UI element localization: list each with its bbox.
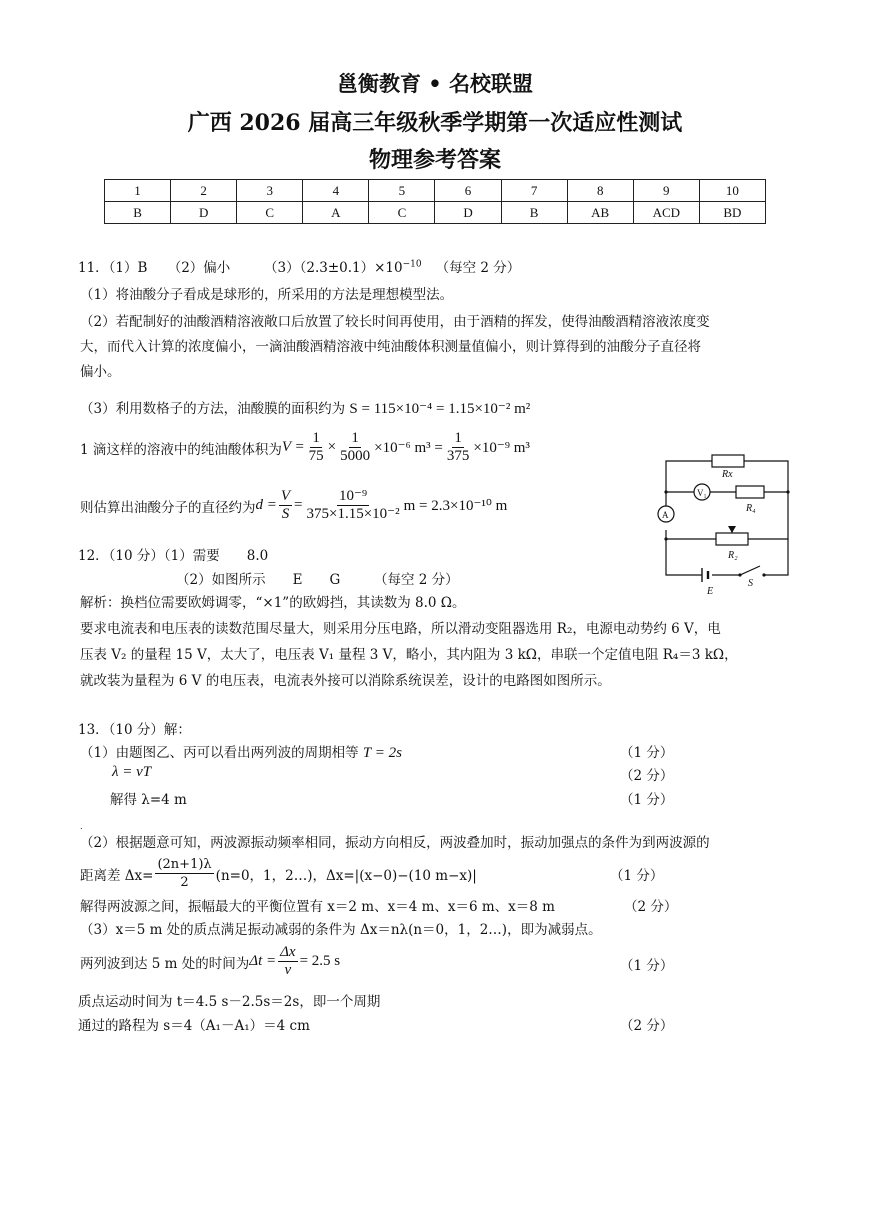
q13-part2-line3: 解得两波源之间，振幅最大的平衡位置有 x＝2 m、x＝4 m、x＝6 m、x＝8 m (80, 899, 555, 915)
fraction-diameter (305, 488, 402, 523)
stray-dot: . (80, 822, 83, 831)
q13-wavelength-result: 解得 λ=4 m (110, 792, 187, 808)
q12-analysis-line2: 要求电流表和电压表的读数范围尽量大，则采用分压电路，所以滑动变阻器选用 R₂，电源电动势约 6 V，电 (80, 621, 721, 637)
rheostat-r2 (716, 533, 748, 545)
q11-part3-text: （3）利用数格子的方法，油酸膜的面积约为 (80, 401, 346, 417)
answer-cell: C (369, 202, 435, 224)
answer-cell: BD (699, 202, 765, 224)
denominator: 375 (446, 448, 470, 464)
denominator: 5000 (340, 448, 371, 464)
resistor-r4 (736, 486, 764, 498)
question-number: 5 (369, 180, 435, 202)
question-number: 3 (237, 180, 303, 202)
q11-volume-symbol: V = (281, 439, 305, 455)
answer-cell: D (171, 202, 237, 224)
question-number: 8 (567, 180, 633, 202)
q11-volume-line: 1 滴这样的溶液中的纯油酸体积为 V = $\frac{1}{75}$ × $\frac{1}{5000}$ ×10⁻⁶ m³ = $\frac{1}{375}$ ×10⁻⁹ m³ (80, 430, 530, 464)
answer-table (104, 179, 766, 224)
question-number: 2 (171, 180, 237, 202)
q11-volume-end: ×10⁻⁹ m³ (473, 440, 530, 456)
label-e: E (707, 586, 714, 597)
q13-score-5: （2 分） (624, 899, 678, 915)
question-number: 6 (435, 180, 501, 202)
q13-wavelength-formula: λ = vT (112, 764, 152, 780)
question-number: 10 (699, 180, 765, 202)
question-number: 4 (303, 180, 369, 202)
answer-cell: A (303, 202, 369, 224)
fraction-dx-over-v (278, 944, 297, 979)
answer-cell: C (237, 202, 303, 224)
label-rx: Rx (722, 469, 733, 480)
q13-part3-line3: 质点运动时间为 t＝4.5 s－2.5s＝2s，即一个周期 (78, 994, 381, 1010)
q11-volume-middle: ×10⁻⁶ m³ = (374, 440, 443, 456)
circuit-diagram (652, 444, 792, 604)
q11-diameter-line: 则估算出油酸分子的直径约为 d = $\frac{V}{S}$ = $\frac{\text{10⁻⁹}}{\text{375×1.15×10⁻²}}$ m = 2.3×10⁻¹⁰ m (80, 488, 508, 522)
q11-answer-line (78, 256, 520, 276)
fraction-2n-plus-1-lambda (155, 856, 213, 891)
label-a: A (662, 510, 669, 520)
fraction-v-over-s (279, 488, 292, 523)
q13-score-4: （1 分） (610, 868, 664, 884)
q13-distance-text: 距离差 Δx= (80, 867, 154, 884)
fraction-1-75 (307, 430, 326, 465)
q12-answer-line2: （2）如图所示 E G （每空 2 分） (176, 572, 459, 588)
q13-head: 13．（10 分）解： (78, 722, 191, 738)
q13-time-text: 两列波到达 5 m 处的时间为 (80, 955, 250, 972)
q12-answer-line1: 12．（10 分）（1）需要 8.0 (78, 548, 269, 564)
q13-part1-text: （1）由题图乙、丙可以看出两列波的周期相等 (80, 745, 359, 761)
circuit-switch (712, 566, 760, 575)
subject-title: 物理参考答案 (368, 147, 501, 173)
answer-cell: B (105, 202, 171, 224)
label-s: S (748, 578, 753, 589)
q11-volume-text: 1 滴这样的溶液中的纯油酸体积为 (80, 441, 282, 458)
question-number: 1 (105, 180, 171, 202)
denominator: 75 (308, 448, 324, 464)
fraction-1-375 (445, 430, 472, 465)
q13-score-1: （1 分） (620, 745, 674, 761)
q12-analysis-line3: 压表 V₂ 的量程 15 V，太大了，电压表 V₁ 量程 3 V，略小，其内阻为 3 kΩ，串联一个定值电阻 R₄＝3 kΩ， (80, 647, 738, 663)
q11-part2-line3: 偏小。 (80, 364, 121, 380)
denominator: 375×1.15×10⁻² (306, 506, 400, 522)
slider-arrowhead (728, 526, 736, 533)
answer-cell: ACD (633, 202, 699, 224)
label-v1: V₁ (697, 488, 707, 498)
q13-time-result: = 2.5 s (299, 953, 341, 969)
question-number: 7 (501, 180, 567, 202)
q13-part1-line1 (80, 741, 402, 762)
label-r4: R₄ (746, 503, 756, 514)
numerator: 1 (454, 430, 462, 446)
q13-part3-line2 (80, 944, 340, 979)
q11-part1: （1）将油酸分子看成是球形的，所采用的方法是理想模型法。 (80, 287, 454, 303)
q11-diameter-result: m = 2.3×10⁻¹⁰ m (403, 498, 508, 514)
numerator: 1 (351, 430, 359, 446)
answer-cell: D (435, 202, 501, 224)
numerator: 10⁻⁹ (338, 488, 368, 504)
question-number: 9 (633, 180, 699, 202)
q13-score-3: （1 分） (620, 792, 674, 808)
q11-answers: 11．（1）B （2）偏小 （3）（2.3±0.1）×10 (78, 260, 403, 276)
q11-part2-line1: （2）若配制好的油酸酒精溶液敞口后放置了较长时间再使用，由于酒精的挥发，使得油酸酒精溶液浓度变 (80, 314, 710, 330)
numerator: 1 (312, 430, 320, 446)
q13-part3-line1: （3）x＝5 m 处的质点满足振动减弱的条件为 Δx＝nλ(n＝0，1，2…)，即为减弱点。 (80, 922, 602, 938)
q13-part3-line4: 通过的路程为 s＝4（A₁－A₁）＝4 cm (78, 1018, 310, 1034)
q11-area-formula: S = 115×10⁻⁴ = 1.15×10⁻² m² (349, 401, 531, 417)
q13-part2-line2 (80, 856, 477, 891)
denominator: v (284, 962, 292, 978)
brand-title: 邕衡教育 • 名校联盟 (336, 71, 534, 96)
q12-analysis-line4: 就改装为量程为 6 V 的电压表，电流表外接可以消除系统误差，设计的电路图如图所示。 (80, 673, 611, 689)
q11-part2-line2: 大，而代入计算的浓度偏小，一滴油酸酒精溶液中纯油酸体积测量值偏小，则计算得到的油酸分子直径将 (80, 339, 701, 355)
label-r2: R₂ (728, 550, 738, 561)
denominator: 2 (180, 875, 189, 890)
q11-diameter-symbol: d = (255, 497, 277, 513)
q13-period-formula: T = 2s (362, 745, 402, 761)
denominator: S (281, 506, 290, 522)
numerator: Δx (280, 944, 296, 960)
q11-diameter-text: 则估算出油酸分子的直径约为 (80, 499, 256, 516)
answer-cell: B (501, 202, 567, 224)
answer-table-number-row (105, 180, 766, 202)
circuit-wire-bottom-right (764, 539, 788, 575)
numerator: (2n+1)λ (157, 857, 212, 872)
circuit-wire-bottom-left (666, 539, 702, 575)
q13-score-2: （2 分） (620, 768, 674, 784)
q11-part3 (80, 397, 530, 418)
answer-table-answer-row (105, 202, 766, 224)
q13-part2-line1: （2）根据题意可知，两波源振动频率相同，振动方向相反，两波叠加时，振动加强点的条件为到两波源的 (80, 835, 710, 851)
answer-cell: AB (567, 202, 633, 224)
q12-analysis-line1: 解析：换档位需要欧姆调零，“×1”的欧姆挡，其读数为 8.0 Ω。 (80, 595, 466, 611)
q13-distance-condition: (n=0，1，2…)，Δx=|(x−0)−(10 m−x)| (215, 867, 477, 884)
q11-exponent: −10 (402, 259, 422, 270)
q13-score-6: （1 分） (620, 958, 674, 974)
circuit-wire-right (666, 492, 788, 539)
resistor-rx (712, 455, 744, 467)
q13-score-7: （2 分） (620, 1018, 674, 1034)
fraction-1-5000 (338, 430, 372, 465)
numerator: V (280, 488, 291, 504)
q13-time-symbol: Δt = (249, 953, 277, 969)
q11-score-note: （每空 2 分） (435, 260, 521, 276)
exam-title: 广西 2026 届高三年级秋季学期第一次适应性测试 (187, 110, 683, 136)
